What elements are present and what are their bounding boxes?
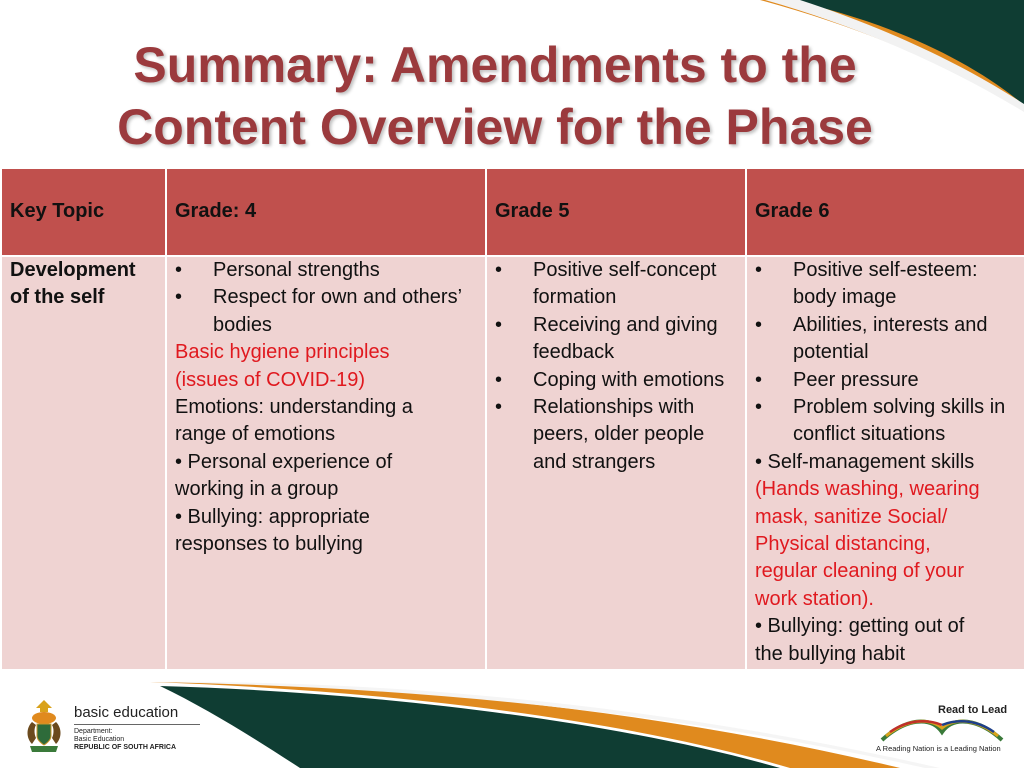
grade-6-red-line: (Hands washing, wearing — [755, 478, 980, 501]
read-to-lead-logo — [872, 700, 1012, 762]
list-item: • Positive self-concept formation — [495, 257, 737, 312]
list-item: • Problem solving skills in conflict situations — [755, 394, 1016, 449]
header-row — [1, 168, 1024, 256]
grade-4-red-line: (issues of COVID-19) — [175, 368, 366, 391]
topic-line-1: Development — [10, 259, 136, 281]
grade-6-red-line: Physical distancing, — [755, 533, 931, 556]
grade-5-bullets — [495, 257, 737, 476]
logo-line-3: REPUBLIC OF SOUTH AFRICA — [74, 744, 177, 751]
grade-6-red-line: work station). — [755, 587, 874, 610]
logo-name: basic education — [74, 704, 179, 721]
list-item: • Relationships with peers, older people and strangers — [495, 394, 737, 476]
logo-divider — [74, 724, 200, 725]
open-book-icon — [876, 710, 1008, 744]
read-to-lead-name: Read to Lead — [938, 704, 1008, 716]
title-line-1: Summary: Amendments to the — [133, 37, 857, 93]
grade-6-bullets — [755, 257, 1016, 449]
list-item: • Personal strengths — [175, 257, 477, 284]
list-item: • Positive self-esteem: body image — [755, 257, 1016, 312]
header-grade-6: Grade 6 — [746, 168, 1024, 256]
grade-6-text-line: the bullying habit — [755, 642, 906, 665]
basic-education-logo — [22, 698, 192, 758]
grade-4-red-line: Basic hygiene principles — [175, 341, 390, 364]
list-item: • Respect for own and others’ bodies — [175, 284, 477, 339]
list-item: • Receiving and giving feedback — [495, 312, 737, 367]
grade-4-text-line: • Personal experience of — [175, 450, 393, 473]
header-grade-4: Grade: 4 — [166, 168, 486, 256]
grade-6-red-line: mask, sanitize Social/ — [755, 505, 948, 528]
header-key-topic: Key Topic — [1, 168, 166, 256]
grade-4-text-line: working in a group — [175, 478, 339, 501]
grade-4-text-line: • Bullying: appropriate — [175, 505, 370, 528]
topic-cell — [1, 256, 166, 670]
grade-5-cell — [486, 256, 746, 670]
list-item: • Peer pressure — [755, 367, 1016, 394]
title-line-2: Content Overview for the Phase — [117, 99, 873, 155]
topic-line-2: of the self — [10, 286, 105, 309]
grade-4-cell — [166, 256, 486, 670]
header-grade-5: Grade 5 — [486, 168, 746, 256]
grade-6-text-line: • Self-management skills — [755, 450, 975, 473]
list-item: • Coping with emotions — [495, 367, 737, 394]
logo-line-1: Department: — [74, 728, 113, 735]
page-title — [0, 34, 990, 158]
content-table — [0, 167, 1024, 671]
grade-4-text-line: Emotions: understanding a — [175, 396, 413, 419]
list-item: • Abilities, interests and potential — [755, 312, 1016, 367]
grade-4-text-line: range of emotions — [175, 423, 336, 446]
read-to-lead-slogan: A Reading Nation is a Leading Nation — [876, 744, 1001, 753]
grade-6-cell — [746, 256, 1024, 670]
grade-6-text-line: • Bullying: getting out of — [755, 615, 965, 638]
logo-line-2: Basic Education — [74, 736, 125, 743]
grade-4-bullets — [175, 257, 477, 339]
grade-6-red-line: regular cleaning of your — [755, 560, 965, 583]
table-row — [1, 256, 1024, 670]
coat-of-arms-icon — [22, 698, 66, 754]
grade-4-text-line: responses to bullying — [175, 533, 363, 556]
